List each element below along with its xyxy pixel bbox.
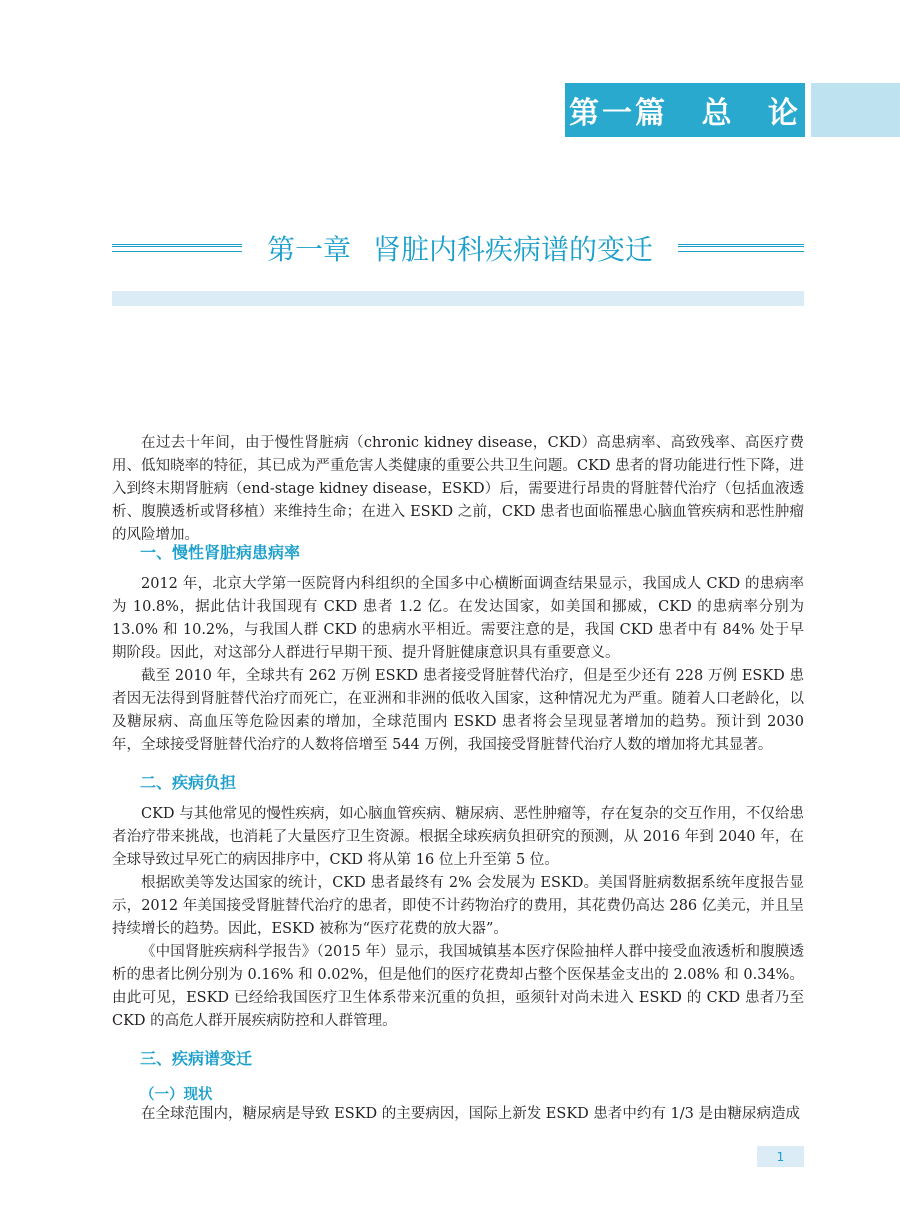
chapter-title: [250, 228, 670, 268]
prevalence-paragraph-1: 2012 年，北京大学第一医院肾内科组织的全国多中心横断面调查结果显示，我国成人 CKD 的患病率为 10.8%，据此估计我国现有 CKD 患者 1.2 亿。在发达国家，如美国和挪威，CKD 的患病率分别为 13.0% 和 10.2%，与我国人群 CKD 的患病水平相近。需要注意的是，我国 CKD 患者中有 84% 处于早期阶段。因此，对这部分人群进行早期干预、提升肾脏健康意识具有重要意义。: [112, 576, 804, 661]
subsection-heading-current-status: （一）现状: [140, 1087, 213, 1103]
page-number-box: [757, 1146, 804, 1167]
section-heading-spectrum: 三、疾病谱变迁: [140, 1049, 253, 1068]
prevalence-paragraph-2: 截至 2010 年，全球共有 262 万例 ESKD 患者接受肾脏替代治疗，但是至少还有 228 万例 ESKD 患者因无法得到肾脏替代治疗而死亡，在亚洲和非洲的低收入国家，这种情况尤为严重。随着人口老龄化，以及糖尿病、高血压等危险因素的增加，全球范围内 ESKD 患者将会呈现显著增加的趋势。预计到 2030 年，全球接受肾脏替代治疗的人数将倍增至 544 万例，我国接受肾脏替代治疗人数的增加将尤其显著。: [112, 668, 804, 753]
page-number: 1: [776, 1149, 785, 1164]
spectrum-paragraph-1: 在全球范围内，糖尿病是导致 ESKD 的主要病因，国际上新发 ESKD 患者中约有 1/3 是由糖尿病造成: [141, 1106, 800, 1122]
chapter-name: 肾脏内科疾病谱的变迁: [373, 233, 654, 266]
intro-paragraph: 在过去十年间，由于慢性肾脏病（chronic kidney disease，CKD）高患病率、高致残率、高医疗费用、低知晓率的特征，其已成为严重危害人类健康的重要公共卫生问题。CKD 患者的肾功能进行性下降，进入到终末期肾脏病（end-stage kidney disease，ESKD）后，需要进行昂贵的肾脏替代治疗（包括血液透析、腹膜透析或肾移植）来维持生命；在进入 ESKD 之前，CKD 患者也面临罹患心脑血管疾病和恶性肿瘤的风险增加。: [112, 435, 804, 543]
burden-paragraph-3: 《中国肾脏疾病科学报告》（2015 年）显示，我国城镇基本医疗保险抽样人群中接受血液透析和腹膜透析的患者比例分别为 0.16% 和 0.02%，但是他们的医疗花费却占整个医保基金支出的 2.08% 和 0.34%。由此可见，ESKD 已经给我国医疗卫生体系带来沉重的负担，亟须针对尚未进入 ESKD 的 CKD 患者乃至 CKD 的高危人群开展疾病防控和人群管理。: [112, 944, 804, 1029]
burden-paragraph-1: CKD 与其他常见的慢性疾病，如心脑血管疾病、糖尿病、恶性肿瘤等，存在复杂的交互作用，不仅给患者治疗带来挑战，也消耗了大量医疗卫生资源。根据全球疾病负担研究的预测，从 2016 年到 2040 年，在全球导致过早死亡的病因排序中，CKD 将从第 16 位上升至第 5 位。: [112, 806, 804, 868]
chapter-rule-left: [112, 244, 242, 252]
chapter-rule-right: [678, 244, 804, 252]
part-banner-accent: [811, 83, 900, 137]
section-heading-burden: 二、疾病负担: [140, 773, 237, 792]
part-title: 第一篇 总 论: [569, 96, 801, 131]
chapter-number: 第一章: [266, 233, 351, 266]
chapter-divider-band: [112, 291, 804, 306]
part-title-banner: [565, 83, 805, 137]
burden-paragraph-2: 根据欧美等发达国家的统计，CKD 患者最终有 2% 会发展为 ESKD。美国肾脏病数据系统年度报告显示，2012 年美国接受肾脏替代治疗的患者，即使不计药物治疗的费用，其花费仍高达 286 亿美元，并且呈持续增长的趋势。因此，ESKD 被称为“医疗花费的放大器”。: [112, 875, 804, 937]
section-heading-prevalence: 一、慢性肾脏病患病率: [140, 543, 301, 562]
